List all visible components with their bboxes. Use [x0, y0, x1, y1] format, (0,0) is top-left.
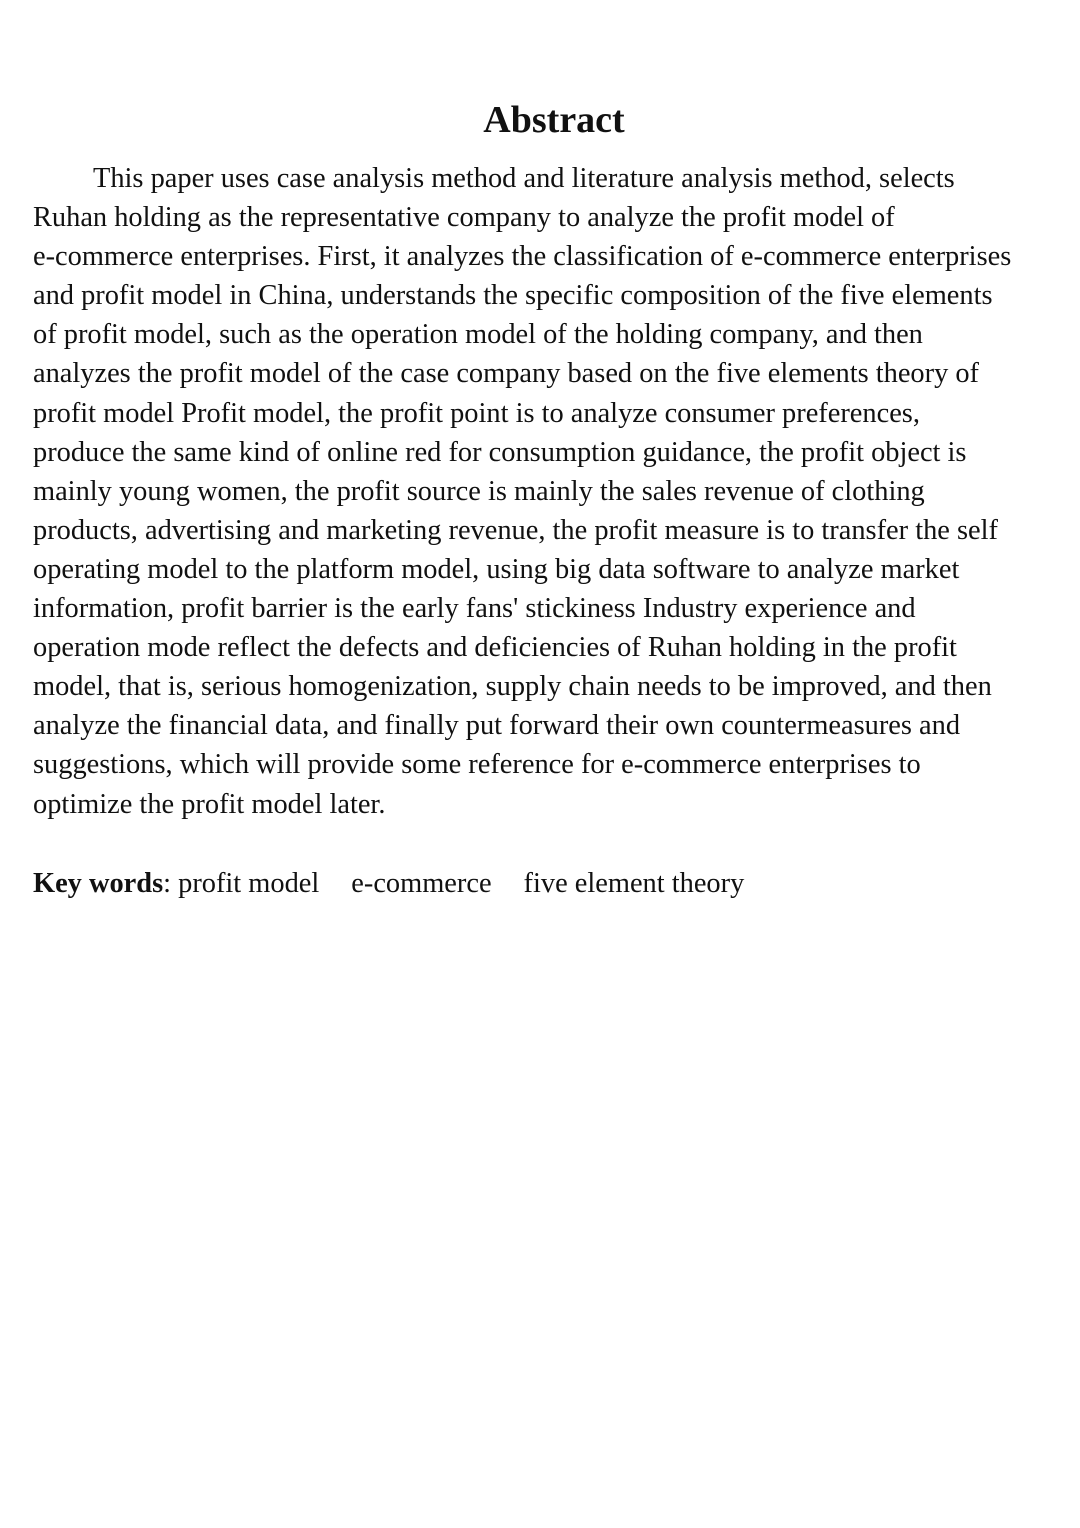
abstract-line: of profit model, such as the operation model of the holding company, and then	[33, 319, 923, 351]
abstract-line: produce the same kind of online red for consumption guidance, the profit object is	[33, 436, 967, 468]
keywords-label: Key words	[33, 868, 164, 899]
abstract-line: analyze the financial data, and finally put forward their own countermeasures and	[33, 710, 961, 742]
keywords	[33, 864, 744, 903]
abstract-line: analyzes the profit model of the case company based on the five elements theory of	[33, 358, 980, 390]
abstract-body	[33, 159, 1073, 824]
abstract-line: optimize the profit model later.	[33, 788, 386, 820]
abstract-line: operating model to the platform model, using big data software to analyze market	[33, 553, 960, 585]
keyword-term: profit model	[178, 868, 320, 899]
abstract-line: This paper uses case analysis method and literature analysis method, selects	[93, 163, 955, 194]
abstract-line: profit model Profit model, the profit point is to analyze consumer preferences,	[33, 397, 920, 429]
keyword-term: five element theory	[523, 868, 745, 899]
abstract-line: mainly young women, the profit source is mainly the sales revenue of clothing	[33, 475, 925, 507]
page-title: Abstract	[483, 99, 625, 141]
abstract-line: and profit model in China, understands the specific composition of the five elements	[33, 280, 993, 312]
abstract-line: information, profit barrier is the early fans' stickiness Industry experience and	[33, 593, 916, 625]
abstract-line: e-commerce enterprises. First, it analyzes the classification of e-commerce enterprises	[33, 241, 1012, 273]
keywords-separator: :	[163, 868, 179, 899]
abstract-line: Ruhan holding as the representative company to analyze the profit model of	[33, 202, 895, 234]
abstract-line: operation mode reflect the defects and deficiencies of Ruhan holding in the profit	[33, 632, 957, 664]
abstract-line: suggestions, which will provide some reference for e-commerce enterprises to	[33, 749, 921, 781]
abstract-line: model, that is, serious homogenization, supply chain needs to be improved, and then	[33, 671, 992, 703]
abstract-line: products, advertising and marketing revenue, the profit measure is to transfer the self	[33, 514, 998, 546]
keyword-term: e-commerce	[351, 868, 492, 899]
